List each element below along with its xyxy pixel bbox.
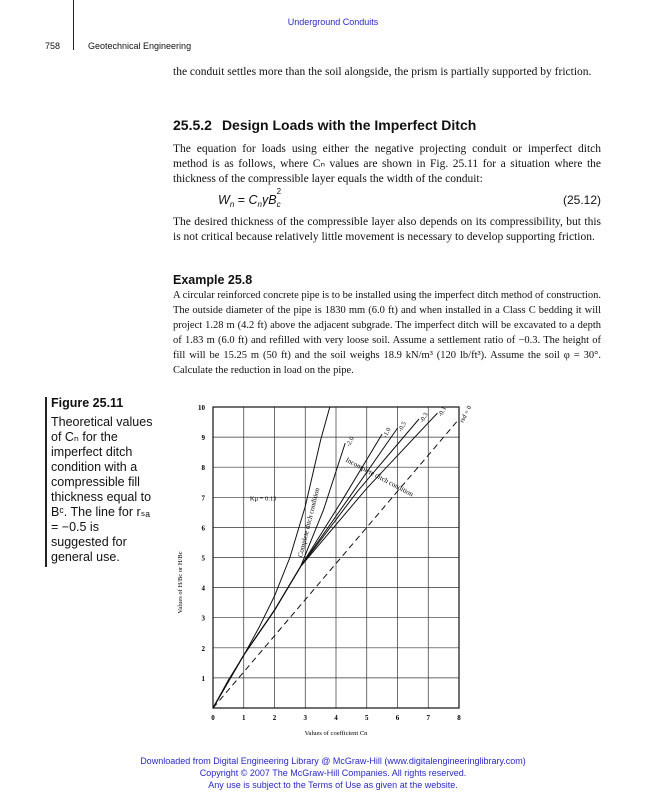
method-paragraph: The equation for loads using either the negative projecting conduit or imperfect ditch method is as follows, where Cₙ values are shown in Fig. 25.11 for a situation where the thickness of the compressible layer equals the width of the conduit: xyxy=(173,143,601,185)
footer-download-line[interactable]: Downloaded from Digital Engineering Library @ McGraw-Hill (www.digitalengineeringlibrary.com) xyxy=(140,756,526,766)
x-tick-label: 7 xyxy=(426,714,430,722)
y-tick-label: 6 xyxy=(201,524,205,533)
example-title: Example 25.8 xyxy=(173,273,253,287)
section-heading xyxy=(173,117,486,133)
y-tick-label: 5 xyxy=(201,554,205,563)
series-line xyxy=(213,413,438,708)
x-tick-label: 1 xyxy=(242,714,246,722)
series-label: rsd = 0 xyxy=(458,404,474,424)
page-number: 758 xyxy=(45,41,61,51)
x-tick-label: 0 xyxy=(211,714,215,722)
y-tick-label: 1 xyxy=(201,674,205,683)
equation-formula: $W_n = C_n\gamma B$ 2 $_c$ xyxy=(218,187,282,209)
y-tick-label: 10 xyxy=(198,404,205,412)
figure-label: Figure 25.11 xyxy=(51,396,124,410)
section-number: 25.5.2 xyxy=(173,117,212,133)
y-tick-label: 2 xyxy=(201,644,205,653)
cn-chart xyxy=(170,395,474,740)
example-text: A circular reinforced concrete pipe is to be installed using the imperfect ditch method of construction. The outside diameter of the pipe is 1830 mm (6.0 ft) and when installed in a Class C bedding it will project 1.28 m (4.2 ft) above the adjacent subgrade. The imperfect ditch will be excavated to a depth of 1.83 m (6.0 ft) and refilled with very loose soil. Assume a settlement ratio of −0.3. The height of fill will be 15.25 m (50 ft) and the soil weighs 18.9 kN/m³ (120 lb/ft³). Assume the soil φ = 30°. Calculate the reduction in load on the pipe. xyxy=(173,290,601,376)
footer-copyright-line: Copyright © 2007 The McGraw-Hill Companies. All rights reserved. xyxy=(199,768,467,778)
y-axis-label: Values of H/Bc or H/Bc xyxy=(177,551,184,614)
x-axis-label: Values of coefficient Cn xyxy=(304,730,368,737)
figure-caption-bar xyxy=(45,397,47,567)
x-tick-label: 4 xyxy=(334,714,338,722)
ku-annotation: Kμ = 0.13 xyxy=(249,495,277,503)
x-tick-label: 5 xyxy=(365,714,369,722)
book-title: Geotechnical Engineering xyxy=(88,41,192,51)
header-divider xyxy=(73,0,74,50)
x-tick-label: 8 xyxy=(457,714,461,722)
x-tick-label: 6 xyxy=(395,714,400,722)
y-tick-label: 9 xyxy=(201,434,205,443)
footer-terms-line[interactable]: Any use is subject to the Terms of Use as given at the website. xyxy=(208,780,458,790)
y-tick-label: 7 xyxy=(201,494,205,503)
intro-paragraph: the conduit settles more than the soil alongside, the prism is partially supported by friction. xyxy=(173,66,592,78)
series-label: -0.3 xyxy=(418,411,430,424)
series-label: -1.0 xyxy=(381,426,393,440)
series-label: -2.0 xyxy=(344,435,356,449)
series-label: -0.5 xyxy=(397,420,409,434)
y-tick-label: 3 xyxy=(201,614,205,623)
y-tick-label: 4 xyxy=(201,584,205,593)
footer xyxy=(0,755,666,791)
series-label: -0.1 xyxy=(437,405,449,418)
running-head: Underground Conduits xyxy=(287,17,379,27)
complete-ditch-label: Complete ditch condition xyxy=(296,487,322,558)
section-title: Design Loads with the Imperfect Ditch xyxy=(221,117,477,133)
desired-thickness-paragraph: The desired thickness of the compressible layer also depends on its compressibility, but this is not critical because relatively little movement is necessary to develop supporting friction. xyxy=(173,216,601,243)
equation-number: (25.12) xyxy=(562,193,601,207)
figure-caption: Theoretical values of Cₙ for the imperfect ditch condition with a compressible fill thickness equal to Bᶜ. The line for rₛₐ = −0.5 is suggested for general use. xyxy=(51,415,153,564)
x-tick-label: 2 xyxy=(272,714,277,722)
x-tick-label: 3 xyxy=(303,714,307,722)
equation-25-12 xyxy=(173,187,601,211)
y-tick-label: 8 xyxy=(201,464,205,473)
incomplete-ditch-label: Incomplete ditch condition xyxy=(344,455,415,499)
